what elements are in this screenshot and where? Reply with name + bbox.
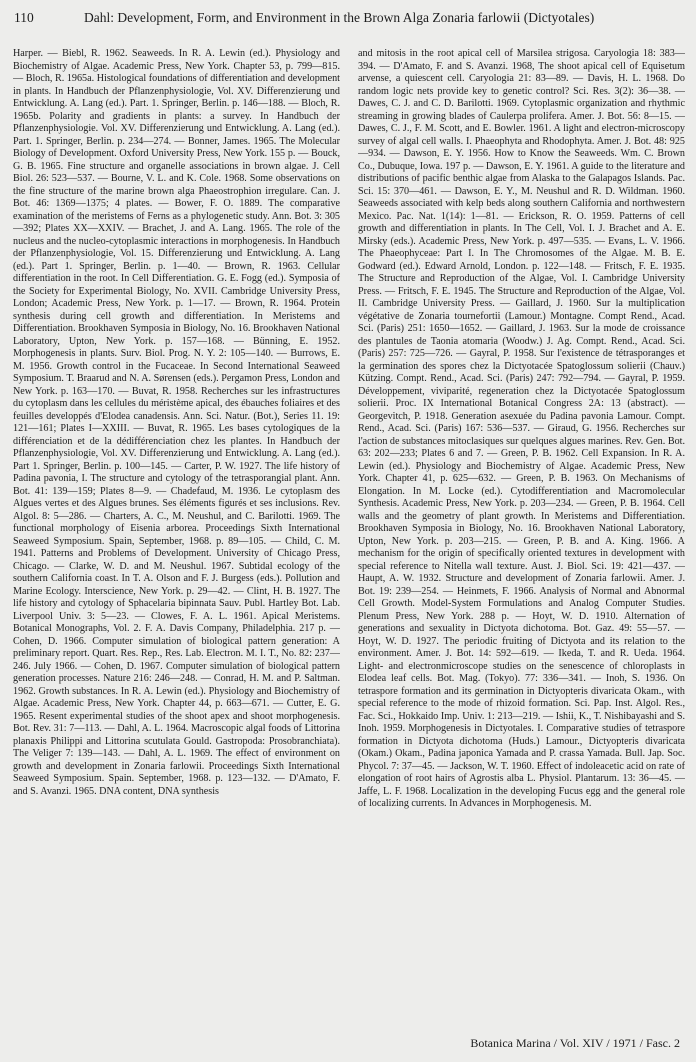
references-left-text: Harper. — Biebl, R. 1962. Seaweeds. In R. A. Lewin (ed.). Physiology and Biochemistry of Algae. Academic Press, New York. Chapter 53, p. 799—815. — Bloch, R. 1965a. Histological foundations of differentiation and development in plants. In Handbuch der Pflanzenphysiologie, Vol. XV. Differenzierung und Entwicklung. A. Lang (ed.). Part. 1. Springer, Berlin. p. 146—188. — Bloch, R. 1965b. Polarity and gradients in plants: a survey. In Handbuch der Pflanzenphysiologie. Vol. XV. Differenzierung und Entwicklung. A. Lang (ed.). Part. 1. Springer, Berlin. p. 234—274. — Bonner, James. 1965. The Molecular Biology of Development. Oxford University Press, New York. 155 p. — Bouck, G. B. 1965. Fine structure and organelle associations in brown algae. J. Cell Biol. 26: 523—537. — Bourne, V. L. and K. Cole. 1968. Some observations on the fine structure of the marine brown alga Phaeostrophion irregulare. Can. J. Bot. 46: 1369—1375; 4 plates. — Bower, F. O. 1889. The comparative examination of the meristems of Ferns as a phylogenetic study. Ann. Bot. 3: 305—392; Plates XX—XXIV. — Brachet, J. and A. Lang. 1965. The role of the nucleus and the nucleo-cytoplasmic interactions in morphogenesis. In Handbuch der Pflanzenphysiologie, Vol. 15. Differenzierung und Entwicklung. A. Lang (ed.). Part 1. Springer, Berlin. p. 1—40. — Brown, R. 1963. Cellular differentiation in the root. In Cell Differentiation. G. E. Fogg (ed.). Symposia of the Society for Experimental Biology, No. XVII. Cambridge University Press, London; Academic Press, New York. p. 1—17. — Brown, R. 1964. Protein synthesis during cell growth and differentiation. In Meristems and Differentiation. Brookhaven Symposia in Biology, No. 16. Brookhaven National Laboratory, Upton, New York. p. 157—168. — Bünning, E. 1952. Morphogenesis in plants. Surv. Biol. Prog. N. Y. 2: 105—140. — Burrows, E. M. 1956. Growth control in the Fucaceae. In Second International Seaweed Symposium. T. Braarud and N. A. Sørensen (eds.). Pergamon Press, London and New York. p. 163—170. — Buvat, R. 1958. Recherches sur les infrastructures du cytoplasm dans les cellules du méristème apical, des ébauches foliaires et des feuilles developpés d'Elodea canadensis. Ann. Sci. Natur. (Bot.), Series 11. 19: 121—161; Plates I—XXIII. — Buvat, R. 1965. Les bases cytologiques de la différenciation et de la dédifférenciation chez les plantes. In Handbuch der Pflanzenphysiologie, Vol. XV. Differenzierung und Entwicklung. A. Lang (ed.). Part 1. Springer, Berlin. p. 100—145. — Carter, P. W. 1927. The life history of Padina pavonia, I. The structure and cytology of the tetrasporangial plant. Ann. Bot. 41: 139—159; Plates 8—9. — Chadefaud, M. 1936. Le cytoplasm des Algues vertes et des Algues brunes. Ses éléments figurés et ses inclusions. Rev. Algol. 8: 5—286. — Charters, A. C., M. Neushul, and C. Barilotti. 1969. The functional morphology of Eisenia arborea. Proceedings Sixth International Seaweed Symposium. Spain, September, 1968. p. 89—105. — Child, C. M. 1941. Patterns and Problems of Development. University of Chicago Press, Chicago. — Clarke, W. D. and M. Neushul. 1967. Subtidal ecology of the southern California coast. In T. A. Olson and F. J. Burgess (eds.). Pollution and Marine Ecology. Interscience, New York. p. 29—42. — Clint, H. B. 1927. The life history and cytology of Sphacelaria bipinnata Sauv. Publ. Hartley Bot. Lab. Liverpool Univ. 3: 5—23. — Clowes, F. A. L. 1961. Apical Meristems. Botanical Monographs, Vol. 2. F. A. Davis Company, Philadelphia. 217 p. — Cohen, D. 1966. Computer simulation of biological pattern generation: A preliminary report. Quart. Res. Rep., Res. Lab. Electron. M. I. T., No. 82: 237—246. July 1966. — Cohen, D. 1967. Computer simulation of biological pattern generation processes. Nature 216: 246—248. — Conrad, H. M. and P. Saltman. 1962. Growth substances. In R. A. Lewin (ed.). Physiology and Biochemistry of Algae. Academic Press, New York. Chapter 44, p. 663—671. — Cutter, E. G. 1965. Resent experimental studies of the shoot apex and shoot morphogenesis. Bot. Rev. 31: 7—113. — Dahl, A. L. 1964. Macroscopic algal foods of Littorina planaxis Philippi and Littorina scutulata Gould. Gastropoda: Prosobranchiata). The Veliger 7: 139—143. — Dahl, A. L. 1969. The effect of environment on growth and development in Zonaria farlowii. Proceedings Sixth International Seaweed Symposium. Spain. September, 1968. p. 123—132. — D'Amato, F. and S. Avanzi. 1965. DNA content, DNA synthesis	[13, 48, 340, 797]
page-header	[14, 10, 682, 30]
references-left-column	[13, 48, 340, 1024]
running-head: Dahl: Development, Form, and Environment in the Brown Alga Zonaria farlowii (Dictyotales)	[84, 10, 595, 25]
references-right-column	[358, 48, 685, 1024]
references-right-text: and mitosis in the root apical cell of Marsilea strigosa. Caryologia 18: 383—394. — D'Amato, F. and S. Avanzi. 1968, The shoot apical cell of Equisetum arvense, a quiescent cell. Caryologia 21: 83—89. — Davis, H. L. 1968. Do random logic nets provide key to genetic control? Sci. Res. 3(2): 36—38. — Dawes, C. J. and C. D. Barilotti. 1969. Cytoplasmic organization and rhythmic streaming in growing blades of Caulerpa prolifera. Amer. J. Bot. 56: 8—15. — Dawes, C. J., F. M. Scott, and E. Bowler. 1961. A light and electron-microscopy survey of algal cell walls. I. Phaeophyta and Rhodophyta. Amer. J. Bot. 48: 925—934. — Dawson, E. Y. 1956. How to Know the Seaweeds. Wm. C. Brown Co., Dubuque, Iowa. 197 p. — Dawson, E. Y. 1961. A guide to the literature and distributions of pacific benthic algae from Alaska to the Galapagos Islands. Pac. Sci. 15: 370—461. — Dawson, E. Y., M. Neushul and R. D. Wildman. 1960. Seaweeds associated with kelp beds along southern California and northwestern Mexico. Pac. Nat. 1(14): 1—81. — Erickson, R. O. 1959. Patterns of cell growth and differentiation in plants. In The Cell, Vol. I. J. Brachet and A. E. Mirsky (eds.). Academic Press, New York. p. 497—535. — Evans, L. V. 1966. The Phaeophyceae: Part I. In The Chromosomes of the Algae. M. B. E. Godward (ed.). Edward Arnold, London. p. 122—148. — Fritsch, F. E. 1935. The Structure and Reproduction of the Algae, Vol. I. Cambridge University Press. — Fritsch, F. E. 1945. The Structure and Reproduction of the Algae, Vol. II. Cambridge University Press. — Gaillard, J. 1960. Sur la multiplication végétative de Zonaria tournefortii (Lamour.) Montagne. Compt Rend., Acad. Sci. (Paris) 251: 1650—1652. — Gaillard, J. 1963. Sur la mode de croissance des plantules de Taonia atomaria (Woodw.) J. Ag. Compt. Rend., Acad. Sci. (Paris) 257: 725—726. — Gayral, P. 1958. Sur l'existence de tétrasporanges et la germination des spores chez la Dictyotacée Spatoglossum solierii (Chauv.) Kützing. Compt. Rend., Acad. Sci. (Paris) 247: 792—794. — Gayral, P. 1959. Développement, viviparité, regeneration chez la Dictyotacée Spatoglossum solierii. Proc. IX International Botanical Congress 2A: 13 (abstract). — Georgevitch, P. 1918. Generation asexuée du Padina pavonia Lamour. Compt. Rend., Acad. Sci. (Paris) 167: 536—537. — Giraud, G. 1956. Recherches sur l'action de substances mitoclasiques sur quelques algues marines. Rev. Gen. Bot. 63: 202—233; Plates 6 and 7. — Green, P. B. 1962. Cell Expansion. In R. A. Lewin (ed.). Physiology and Biochemistry of Algae. Academic Press, New York. Chapter 41, p. 625—632. — Green, P. B. 1963. On Mechanisms of Elongation. In M. Locke (ed.). Cytodifferentiation and Macromolecular Synthesis. Academic Press, New York. p. 203—234. — Green, P. B. 1964. Cell walls and the geometry of plant growth. In Meristems and Differentiation. Brookhaven Symposia in Biology, No. 16. Brookhaven National Laboratory, Upton, New York. p. 203—215. — Green, P. B. and A. King. 1966. A mechanism for the origin of specifically oriented textures in development with special reference to Nitella wall texture. Aust. J. Biol. Sci. 19: 421—437. — Haupt, A. W. 1932. Structure and development of Zonaria farlowii. Amer. J. Bot. 19: 239—254. — Heinmets, F. 1966. Analysis of Normal and Abnormal Cell Growth. Model-System Formulations and Analog Computer Studies. Plenum Press, New York. 288 p. — Hoyt, W. D. 1910. Alternation of generations and sexuality in Dictyota dichotoma. Bot. Gaz. 49: 55—57. — Hoyt, W. D. 1927. The periodic fruiting of Dictyota and its relation to the environment. Amer. J. Bot. 14: 592—619. — Ikeda, T. and R. Ueda. 1964. Light- and electronmicroscope studies on the senescence of chloroplasts in Elodea leaf cells. Bot. Mag. (Tokyo). 77: 336—341. — Inoh, S. 1936. On tetraspore formation and its germination in Dictyopteris divaricata Okam., with special reference to the mode of rhizoid formation. Sci. Pap. Inst. Algol. Res., Fac. Sci., Hokkaido Imp. Univ. 1: 213—219. — Ishii, K., T. Nishibayashi and S. Inoh. 1959. Morphogenesis in Dictyotales. I. Comparative studies of tetraspore formation in Dictyota dichotoma (Huds.) Lamour., Dictyopteris divaricata (Okam.) Okam., Padina japonica Yamada and P. crassa Yamada. Bull. Jap. Soc. Phycol. 7: 37—45. — Jackson, W. T. 1960. Effect of indoleacetic acid on rate of elongation of root hairs of Agrostis alba L. Physiol. Plantarum. 13: 36—45. — Jaffe, L. F. 1968. Localization in the developing Fucus egg and the general role of localizing currents. In Advances in Morphogenesis. M.	[358, 48, 685, 809]
journal-footer: Botanica Marina / Vol. XIV / 1971 / Fasc. 2	[470, 1036, 680, 1050]
page-number: 110	[14, 10, 34, 25]
